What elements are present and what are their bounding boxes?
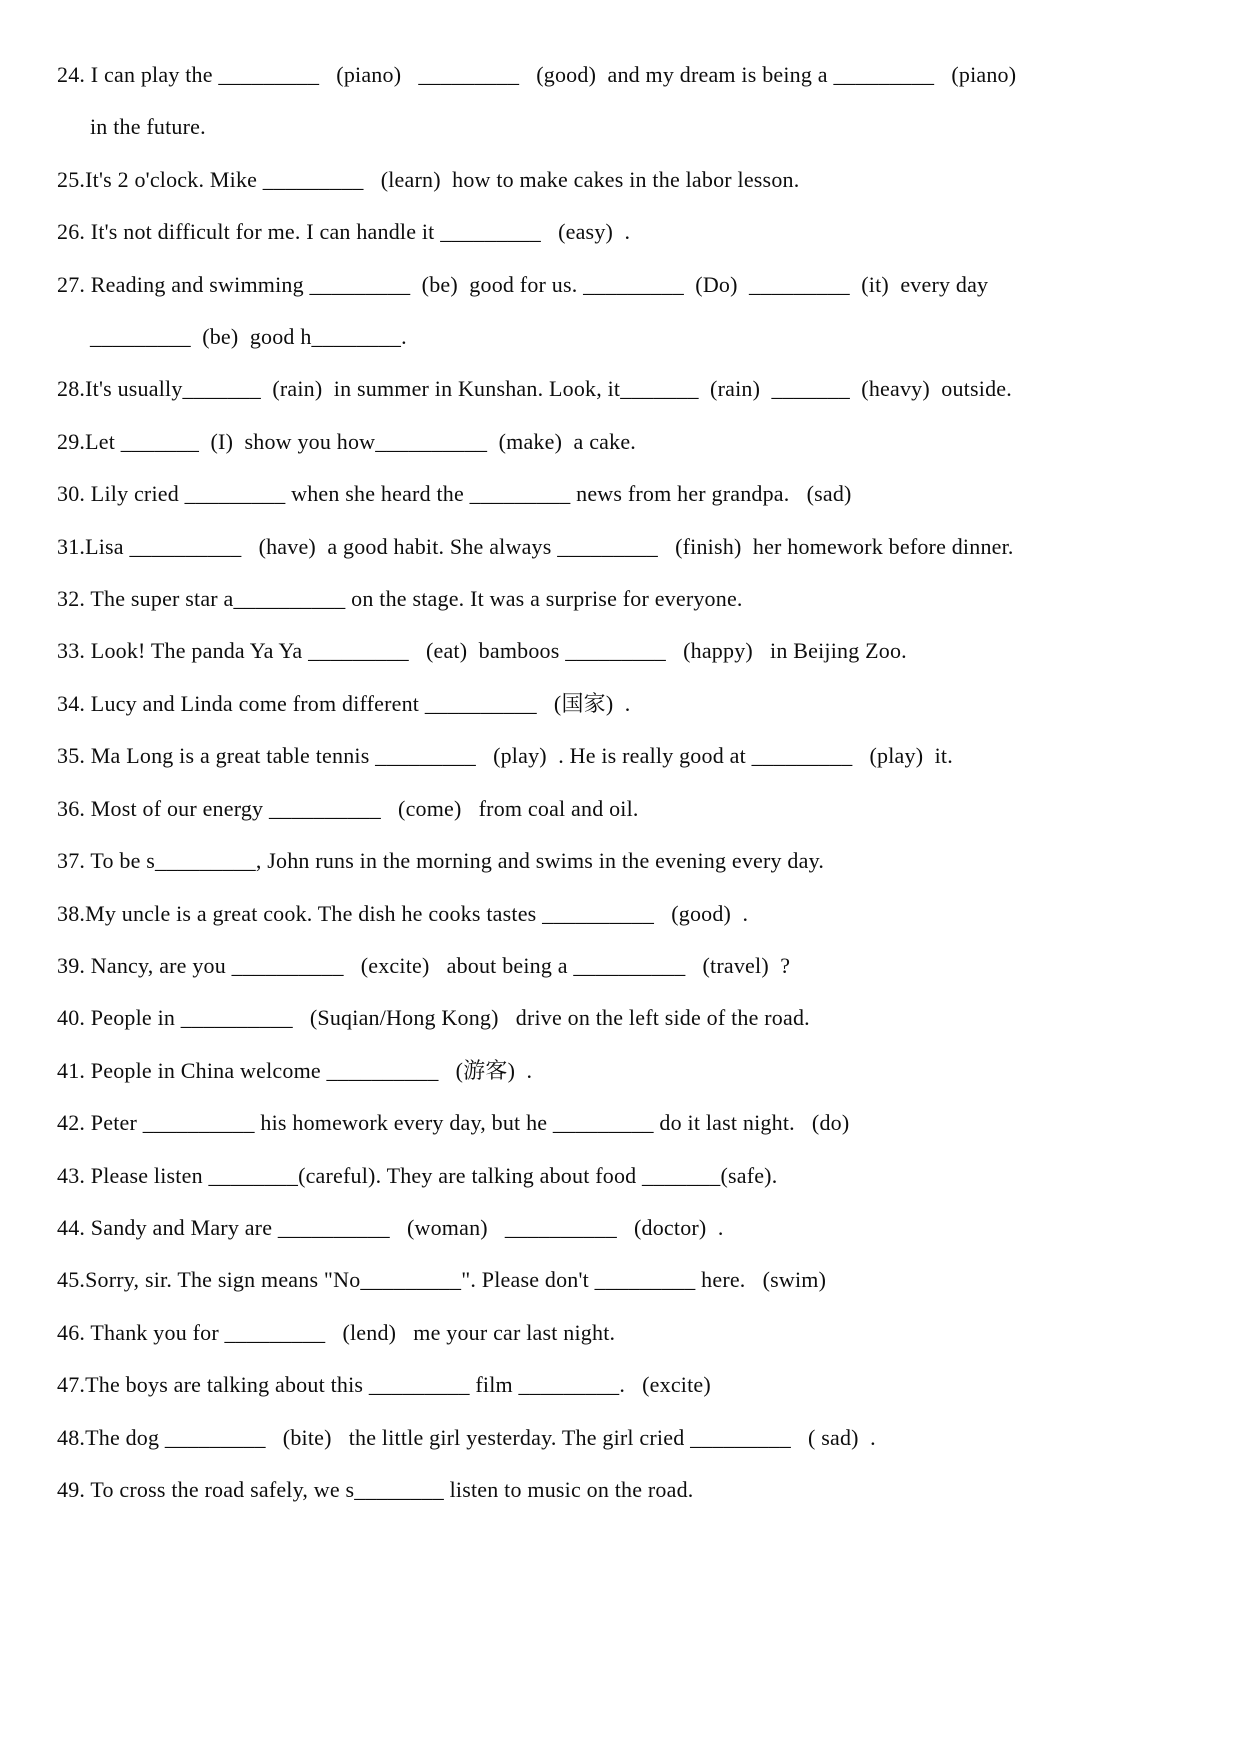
question-36: 36. Most of our energy __________ (come) from coal and oil. <box>57 795 639 821</box>
question-38: 38.My uncle is a great cook. The dish he cooks tastes __________ (good) . <box>57 900 749 926</box>
question-35: 35. Ma Long is a great table tennis _________ (play) . He is really good at _________ (play) it. <box>57 743 953 769</box>
question-46: 46. Thank you for _________ (lend) me your car last night. <box>57 1319 616 1345</box>
question-48: 48.The dog _________ (bite) the little girl yesterday. The girl cried _________ ( sad) . <box>57 1424 876 1450</box>
worksheet-question-list <box>57 49 1202 1516</box>
question-49: 49. To cross the road safely, we s________ listen to music on the road. <box>57 1476 694 1502</box>
question-31: 31.Lisa __________ (have) a good habit. She always _________ (finish) her homework before dinner. <box>57 533 1014 559</box>
question-33: 33. Look! The panda Ya Ya _________ (eat) bamboos _________ (happy) in Beijing Zoo. <box>57 638 907 664</box>
question-40: 40. People in __________ (Suqian/Hong Kong) drive on the left side of the road. <box>57 1005 810 1031</box>
question-43: 43. Please listen ________(careful). They are talking about food _______(safe). <box>57 1162 778 1188</box>
question-47: 47.The boys are talking about this _________ film _________. (excite) <box>57 1372 711 1398</box>
question-24-continuation: in the future. <box>90 114 206 140</box>
question-41: 41. People in China welcome __________ (游客) . <box>57 1057 533 1083</box>
question-42: 42. Peter __________ his homework every day, but he _________ do it last night. (do) <box>57 1110 850 1136</box>
question-29: 29.Let _______ (I) show you how__________ (make) a cake. <box>57 428 636 454</box>
question-32: 32. The super star a__________ on the stage. It was a surprise for everyone. <box>57 586 743 612</box>
question-44: 44. Sandy and Mary are __________ (woman) __________ (doctor) . <box>57 1214 724 1240</box>
question-27-continuation: _________ (be) good h________. <box>90 324 407 350</box>
question-30: 30. Lily cried _________ when she heard the _________ news from her grandpa. (sad) <box>57 481 852 507</box>
question-28: 28.It's usually_______ (rain) in summer in Kunshan. Look, it_______ (rain) _______ (heavy) outside. <box>57 376 1012 402</box>
question-45: 45.Sorry, sir. The sign means "No_________". Please don't _________ here. (swim) <box>57 1267 827 1293</box>
question-27: 27. Reading and swimming _________ (be) good for us. _________ (Do) _________ (it) every day <box>57 271 989 297</box>
question-24: 24. I can play the _________ (piano) _________ (good) and my dream is being a _________ (piano) <box>57 62 1017 87</box>
question-26: 26. It's not difficult for me. I can handle it _________ (easy) . <box>57 219 631 245</box>
question-25: 25.It's 2 o'clock. Mike _________ (learn) how to make cakes in the labor lesson. <box>57 166 800 192</box>
question-39: 39. Nancy, are you __________ (excite) about being a __________ (travel) ? <box>57 952 791 978</box>
question-37: 37. To be s_________, John runs in the morning and swims in the evening every day. <box>57 848 825 874</box>
question-34: 34. Lucy and Linda come from different __________ (国家) . <box>57 690 631 716</box>
